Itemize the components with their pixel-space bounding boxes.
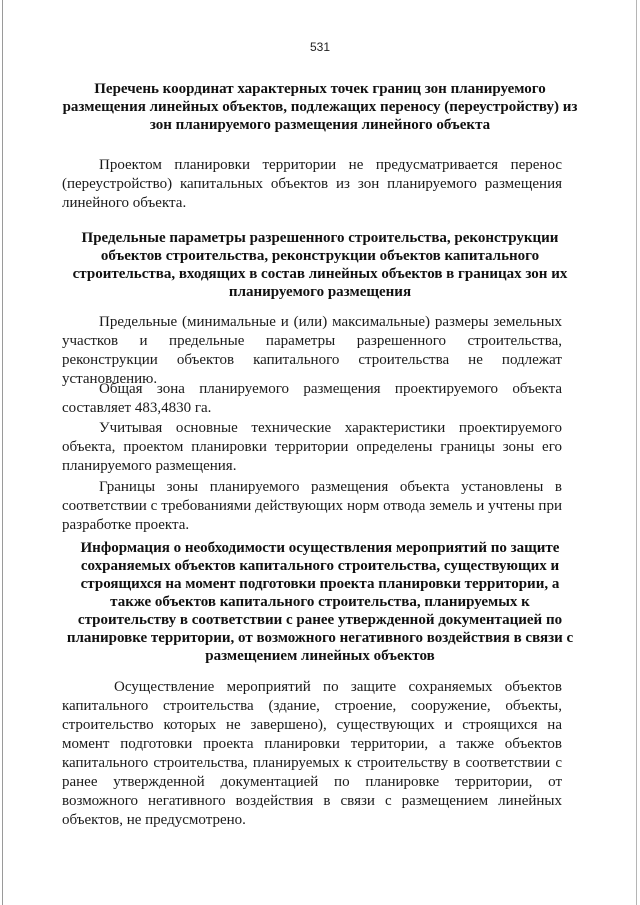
section-1-heading: Перечень координат характерных точек границ зон планируемого размещения линейных объектов, подлежащих переносу (переустройству) из зон планируемого размещения линейного объекта — [62, 81, 578, 133]
section-3-heading: Информация о необходимости осуществления мероприятий по защите сохраняемых объектов капитального строительства, существующих и строящихся на момент подготовки проекта планировки территории, а также объектов капитального строительства, планируемых к строительству в соответствии с ранее утвержденной документацией по планировке территории, от возможного негативного воздействия в связи с размещением линейных объектов — [66, 540, 574, 664]
section-2-paragraph-4: Границы зоны планируемого размещения объекта установлены в соответствии с требованиями действующих норм отвода земель и учтены при разработке проекта. — [62, 479, 562, 533]
section-2-paragraph-3: Учитывая основные технические характеристики проектируемого объекта, проектом планировки территории определены границы зоны его планируемого размещения. — [62, 420, 562, 474]
section-2-paragraph-2: Общая зона планируемого размещения проектируемого объекта составляет 483,4830 га. — [62, 381, 562, 416]
scan-edge-right — [636, 0, 637, 905]
section-2-heading: Предельные параметры разрешенного строительства, реконструкции объектов строительства, реконструкции объектов капитального строительства, входящих в состав линейных объектов в границах зон их планируемого размещения — [72, 230, 568, 300]
section-3-paragraph-1: Осуществление мероприятий по защите сохраняемых объектов капитального строительства (здание, строение, сооружение, объекты, строительство которых не завершено), существующих и строящихся на момент подготовки проекта планировки территории, а также объектов капитального строительства, планируемых к строительству в соответствии с ранее утвержденной документацией по планировке территории, от возможного негативного воздействия в связи с размещением линейных объектов, не предусмотрено. — [62, 679, 562, 828]
section-2-paragraph-1: Предельные (минимальные и (или) максимальные) размеры земельных участков и предельные параметры разрешенного строительства, реконструкции объектов капитального строительства не подлежат установлению. — [62, 314, 562, 387]
page-number: 531 — [309, 40, 331, 54]
scan-edge-left — [2, 0, 3, 905]
section-1-paragraph-1: Проектом планировки территории не предусматривается перенос (переустройство) капитальных объектов из зон планируемого размещения линейного объекта. — [62, 157, 562, 211]
